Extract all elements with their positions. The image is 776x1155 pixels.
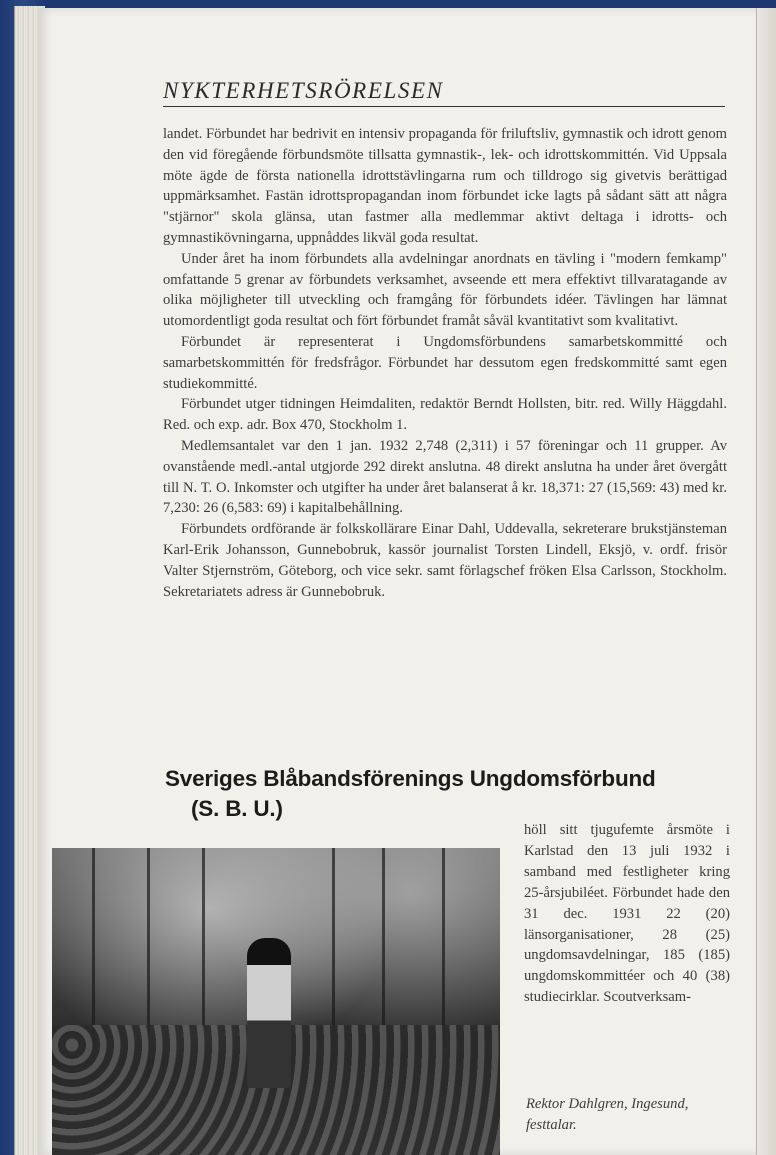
section-side-text: höll sitt tjugufemte årsmöte i Karlstad den 13 juli 1932 i samband med festligheter kring 25-årsjubiléet. Förbundet hade den 31 dec. 1931 22 (20) länsorganisationer, 28 (25) ungdomsavdelningar, 185 (185) ungdomskommittéer och 40 (38) studiecirklar. Scoutverksam- [524, 822, 730, 1006]
next-page-edge [756, 8, 776, 1155]
photo-caption: Rektor Dahlgren, Ingesund, festtalar. [526, 1096, 689, 1133]
paragraph-2: Under året ha inom förbundets alla avdelningar anordnats en tävling i "modern femkamp" omfattande 5 grenar av förbundets verksamhet, avseende ett mera effektivt tillvaratagande av olika möjligheter till utveckling och framgång för förbundets idéer. Tävlingen har lämnat utomordentligt goda resultat och fört förbundet framåt såväl kvantitativt som kvalitativt. [163, 250, 727, 330]
section-heading-title: Sveriges Blåbandsförenings Ungdomsförbund [165, 766, 656, 791]
festival-photo [52, 848, 500, 1155]
paragraph-1: landet. Förbundet har bedrivit en intensiv propaganda för friluftsliv, gymnastik och idrott genom den vid föregående förbundsmöte tillsatta gymnastik-, lek- och idrottskommittén. Vid Uppsala möte ägde de första nationella idrottstävlingarna rum och tilldrogo sig givetvis berättigad uppmärksamhet. Fastän idrottspropagandan inom förbundet icke lagts på sådant sätt att några "stjärnor" skola glänsa, utan fastmer alla medlemmar aktivt deltaga i idrotts- och gymnastikövningarna, uppnåddes likväl goda resultat. [163, 126, 727, 246]
running-header [163, 78, 725, 107]
paragraph-6: Förbundets ordförande är folkskollärare Einar Dahl, Uddevalla, sekreterare brukstjänsteman Karl-Erik Johansson, Gunnebobruk, kassör journalist Torsten Lindell, Eksjö, v. ordf. frisör Valter Stjernström, Göteborg, och vice sekr. samt förlagschef fröken Elsa Carlsson, Stockholm. Sekretariatets adress är Gunnebobruk. [163, 521, 727, 600]
paragraph-5: Medlemsantalet var den 1 jan. 1932 2,748 (2,311) i 57 föreningar och 11 grupper. Av ovanstående medl.-antal utgjorde 292 direkt anslutna. 48 direkt anslutna ha under året övergått till N. T. O. Inkomster och utgifter ha under året balanserat å kr. 18,371: 27 (15,569: 43) med kr. 7,230: 26 (6,583: 69) i kapitalbehållning. [163, 437, 727, 517]
section-heading [165, 764, 745, 824]
paragraph-3: Förbundet är representerat i Ungdomsförbundens samarbetskommitté och samarbetskommittén för fredsfrågor. Förbundet har dessutom egen fredskommitté samt egen studiekommitté. [163, 333, 727, 392]
section-heading-abbreviation: (S. B. U.) [191, 796, 283, 821]
photo-speaker [247, 938, 291, 1088]
article-body [163, 124, 727, 602]
paragraph-4: Förbundet utger tidningen Heimdaliten, redaktör Berndt Hollsten, bitr. red. Willy Häggdahl. Red. och exp. adr. Box 470, Stockholm 1. [163, 396, 727, 434]
page-title: NYKTERHETSRÖRELSEN [163, 78, 444, 103]
